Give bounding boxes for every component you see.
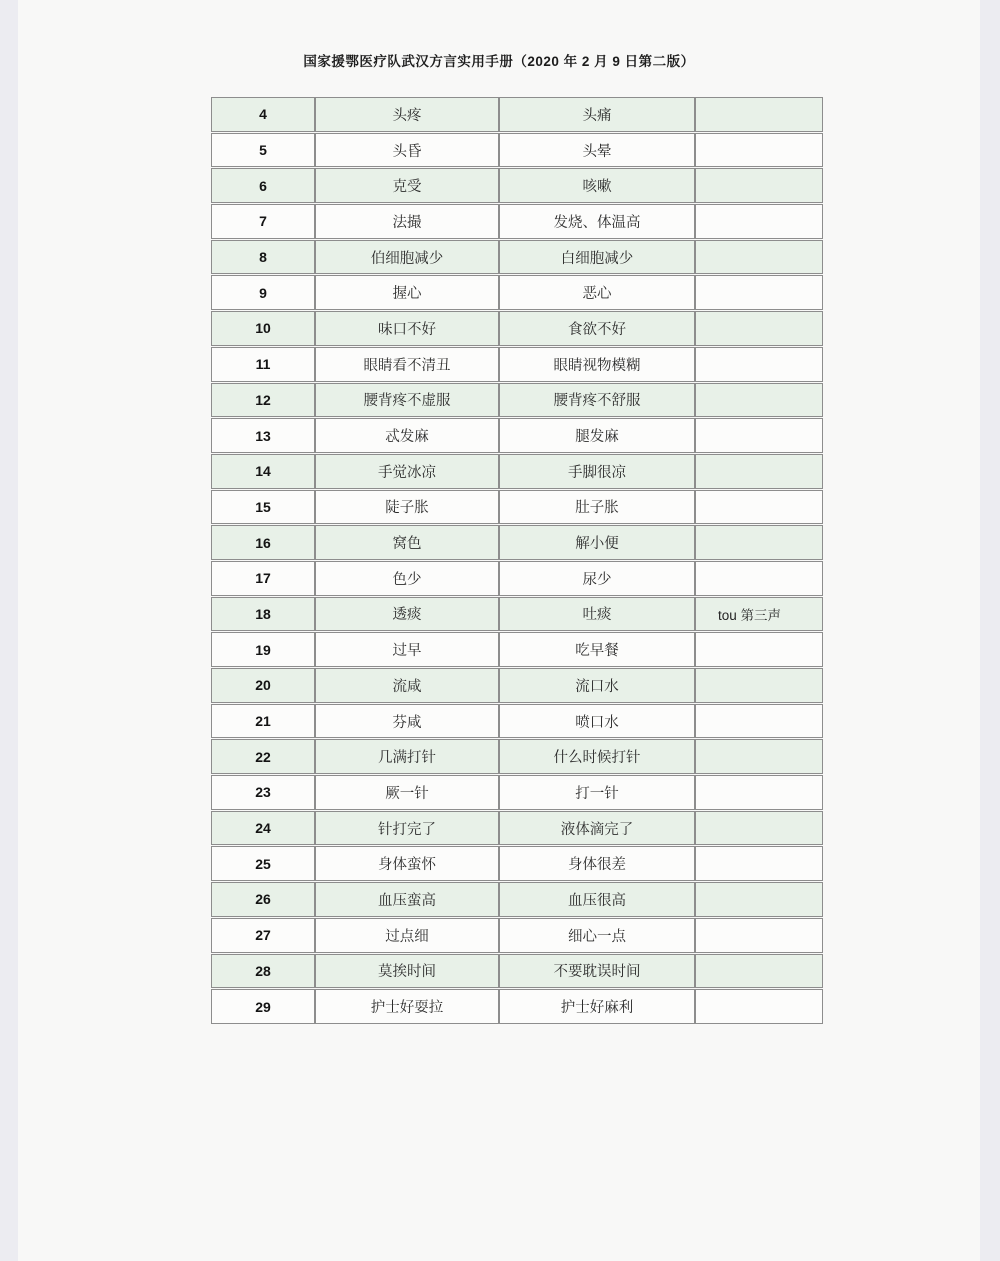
standard-term-cell: 吃早餐 bbox=[499, 632, 695, 667]
row-number-cell: 10 bbox=[211, 311, 315, 346]
row-number-cell: 21 bbox=[211, 704, 315, 739]
table-row bbox=[211, 383, 823, 418]
dialect-term-cell: 握心 bbox=[315, 275, 499, 310]
row-number-cell: 15 bbox=[211, 490, 315, 525]
note-cell bbox=[695, 954, 823, 989]
standard-term-cell: 手脚很凉 bbox=[499, 454, 695, 489]
note-cell bbox=[695, 454, 823, 489]
row-number-cell: 9 bbox=[211, 275, 315, 310]
row-number-cell: 29 bbox=[211, 989, 315, 1024]
dialect-term-cell: 几满打针 bbox=[315, 739, 499, 774]
row-number-cell: 13 bbox=[211, 418, 315, 453]
standard-term-cell: 食欲不好 bbox=[499, 311, 695, 346]
standard-term-cell: 吐痰 bbox=[499, 597, 695, 632]
table-row bbox=[211, 846, 823, 881]
row-number-cell: 24 bbox=[211, 811, 315, 846]
note-cell bbox=[695, 490, 823, 525]
standard-term-cell: 发烧、体温高 bbox=[499, 204, 695, 239]
standard-term-cell: 恶心 bbox=[499, 275, 695, 310]
table-row bbox=[211, 775, 823, 810]
standard-term-cell: 什么时候打针 bbox=[499, 739, 695, 774]
standard-term-cell: 护士好麻利 bbox=[499, 989, 695, 1024]
page-gutter-left bbox=[0, 0, 18, 1261]
standard-term-cell: 腿发麻 bbox=[499, 418, 695, 453]
row-number-cell: 8 bbox=[211, 240, 315, 275]
dialect-term-cell: 过点细 bbox=[315, 918, 499, 953]
note-cell bbox=[695, 418, 823, 453]
note-cell bbox=[695, 275, 823, 310]
standard-term-cell: 咳嗽 bbox=[499, 168, 695, 203]
dialect-term-cell: 窝色 bbox=[315, 525, 499, 560]
row-number-cell: 12 bbox=[211, 383, 315, 418]
row-number-cell: 17 bbox=[211, 561, 315, 596]
table-row bbox=[211, 240, 823, 275]
table-row bbox=[211, 668, 823, 703]
table-row bbox=[211, 418, 823, 453]
dialect-term-cell: 莫挨时间 bbox=[315, 954, 499, 989]
note-cell bbox=[695, 811, 823, 846]
row-number-cell: 6 bbox=[211, 168, 315, 203]
dialect-term-cell: 色少 bbox=[315, 561, 499, 596]
dialect-term-cell: 透痰 bbox=[315, 597, 499, 632]
table-row bbox=[211, 739, 823, 774]
dialect-term-cell: 流咸 bbox=[315, 668, 499, 703]
note-cell bbox=[695, 525, 823, 560]
table-row bbox=[211, 632, 823, 667]
table-row bbox=[211, 954, 823, 989]
dialect-term-cell: 伯细胞减少 bbox=[315, 240, 499, 275]
note-cell bbox=[695, 632, 823, 667]
standard-term-cell: 眼睛视物模糊 bbox=[499, 347, 695, 382]
dialect-term-cell: 陡子胀 bbox=[315, 490, 499, 525]
table-row bbox=[211, 347, 823, 382]
row-number-cell: 25 bbox=[211, 846, 315, 881]
standard-term-cell: 白细胞减少 bbox=[499, 240, 695, 275]
table-row bbox=[211, 561, 823, 596]
standard-term-cell: 头晕 bbox=[499, 133, 695, 168]
dialect-term-cell: 忒发麻 bbox=[315, 418, 499, 453]
table-row bbox=[211, 168, 823, 203]
note-cell bbox=[695, 989, 823, 1024]
row-number-cell: 26 bbox=[211, 882, 315, 917]
dialect-term-cell: 腰背疼不虚服 bbox=[315, 383, 499, 418]
dialect-term-cell: 芬咸 bbox=[315, 704, 499, 739]
row-number-cell: 22 bbox=[211, 739, 315, 774]
row-number-cell: 18 bbox=[211, 597, 315, 632]
table-row bbox=[211, 454, 823, 489]
dialect-term-cell: 法撮 bbox=[315, 204, 499, 239]
standard-term-cell: 血压很高 bbox=[499, 882, 695, 917]
note-cell bbox=[695, 918, 823, 953]
row-number-cell: 28 bbox=[211, 954, 315, 989]
note-cell bbox=[695, 846, 823, 881]
table-row bbox=[211, 989, 823, 1024]
table-row bbox=[211, 918, 823, 953]
standard-term-cell: 头痛 bbox=[499, 97, 695, 132]
note-cell bbox=[695, 739, 823, 774]
standard-term-cell: 解小便 bbox=[499, 525, 695, 560]
table-row bbox=[211, 311, 823, 346]
note-cell bbox=[695, 347, 823, 382]
table-row bbox=[211, 704, 823, 739]
standard-term-cell: 打一针 bbox=[499, 775, 695, 810]
document-title: 国家援鄂医疗队武汉方言实用手册（2020 年 2 月 9 日第二版） bbox=[303, 54, 695, 69]
standard-term-cell: 腰背疼不舒服 bbox=[499, 383, 695, 418]
note-cell: tou 第三声 bbox=[695, 597, 823, 632]
dialect-term-cell: 厥一针 bbox=[315, 775, 499, 810]
note-cell bbox=[695, 882, 823, 917]
table-row bbox=[211, 597, 823, 632]
table-row bbox=[211, 97, 823, 132]
table-row bbox=[211, 525, 823, 560]
table-row bbox=[211, 490, 823, 525]
dialect-term-cell: 身体蛮怀 bbox=[315, 846, 499, 881]
dialect-term-cell: 手觉冰凉 bbox=[315, 454, 499, 489]
table-row bbox=[211, 275, 823, 310]
table-row bbox=[211, 204, 823, 239]
standard-term-cell: 尿少 bbox=[499, 561, 695, 596]
dialect-term-cell: 血压蛮高 bbox=[315, 882, 499, 917]
standard-term-cell: 喷口水 bbox=[499, 704, 695, 739]
note-cell bbox=[695, 668, 823, 703]
dialect-term-cell: 头疼 bbox=[315, 97, 499, 132]
dialect-term-cell: 护士好耍拉 bbox=[315, 989, 499, 1024]
row-number-cell: 11 bbox=[211, 347, 315, 382]
phrase-table-body bbox=[211, 97, 823, 1024]
note-cell bbox=[695, 775, 823, 810]
note-cell bbox=[695, 561, 823, 596]
standard-term-cell: 身体很差 bbox=[499, 846, 695, 881]
document-page bbox=[18, 0, 980, 1261]
dialect-phrase-table bbox=[211, 96, 823, 1025]
note-cell bbox=[695, 168, 823, 203]
row-number-cell: 14 bbox=[211, 454, 315, 489]
row-number-cell: 7 bbox=[211, 204, 315, 239]
dialect-term-cell: 过早 bbox=[315, 632, 499, 667]
table-row bbox=[211, 882, 823, 917]
note-cell bbox=[695, 204, 823, 239]
note-cell bbox=[695, 311, 823, 346]
row-number-cell: 16 bbox=[211, 525, 315, 560]
dialect-term-cell: 针打完了 bbox=[315, 811, 499, 846]
row-number-cell: 27 bbox=[211, 918, 315, 953]
standard-term-cell: 流口水 bbox=[499, 668, 695, 703]
note-cell bbox=[695, 704, 823, 739]
row-number-cell: 4 bbox=[211, 97, 315, 132]
dialect-term-cell: 味口不好 bbox=[315, 311, 499, 346]
row-number-cell: 5 bbox=[211, 133, 315, 168]
standard-term-cell: 不要耽误时间 bbox=[499, 954, 695, 989]
page-gutter-right bbox=[980, 0, 1000, 1261]
dialect-term-cell: 头昏 bbox=[315, 133, 499, 168]
dialect-term-cell: 眼睛看不清丑 bbox=[315, 347, 499, 382]
row-number-cell: 19 bbox=[211, 632, 315, 667]
note-cell bbox=[695, 133, 823, 168]
note-cell bbox=[695, 97, 823, 132]
row-number-cell: 23 bbox=[211, 775, 315, 810]
dialect-term-cell: 克受 bbox=[315, 168, 499, 203]
row-number-cell: 20 bbox=[211, 668, 315, 703]
standard-term-cell: 肚子胀 bbox=[499, 490, 695, 525]
table-row bbox=[211, 811, 823, 846]
note-cell bbox=[695, 383, 823, 418]
note-cell bbox=[695, 240, 823, 275]
standard-term-cell: 细心一点 bbox=[499, 918, 695, 953]
table-row bbox=[211, 133, 823, 168]
standard-term-cell: 液体滴完了 bbox=[499, 811, 695, 846]
